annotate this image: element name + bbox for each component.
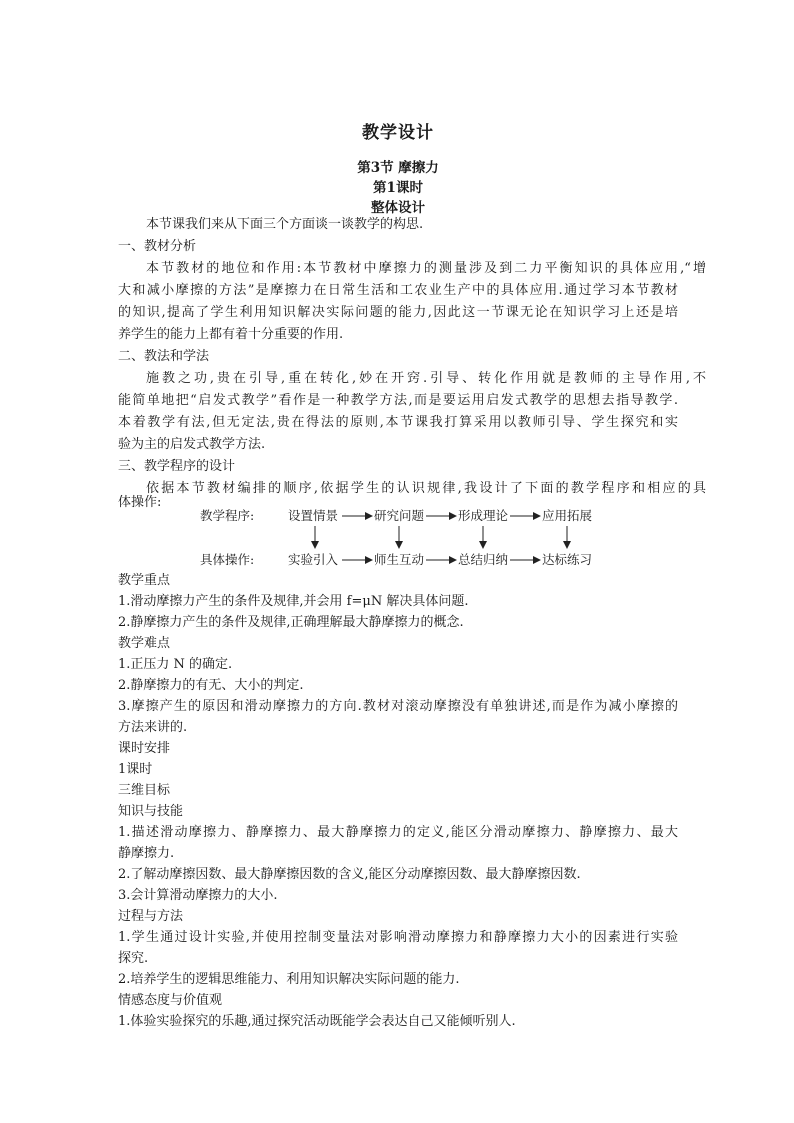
flow-step: 研究问题 — [374, 508, 425, 523]
part-title: 整体设计 — [371, 200, 425, 216]
heading-key-points: 教学重点 — [118, 573, 171, 588]
flow-row-label: 具体操作: — [200, 552, 255, 567]
heading-teaching-procedure: 三、教学程序的设计 — [118, 459, 236, 474]
list-item-continued: 方法来讲的. — [118, 720, 188, 735]
lesson-title: 第1课时 — [373, 180, 423, 196]
flow-step: 应用拓展 — [542, 508, 593, 523]
list-item-continued: 探究. — [118, 951, 149, 966]
paragraph-line: 养学生的能力上都有着十分重要的作用. — [118, 327, 344, 342]
heading-process-method: 过程与方法 — [118, 909, 184, 924]
paragraph-line: 大和减小摩擦的方法”是摩擦力在日常生活和工农业生产中的具体应用.通过学习本节教材 — [118, 283, 678, 298]
heading-schedule: 课时安排 — [118, 741, 171, 756]
section-title: 第3节 摩擦力 — [357, 160, 439, 176]
flow-step: 设置情景 — [288, 508, 339, 523]
heading-attitude-values: 情感态度与价值观 — [118, 993, 223, 1008]
list-item: 1.滑动摩擦力产生的条件及规律,并会用 f=μN 解决具体问题. — [118, 594, 469, 609]
flow-step: 总结归纳 — [458, 552, 509, 567]
list-item: 2.了解动摩擦因数、最大静摩擦因数的含义,能区分动摩擦因数、最大静摩擦因数. — [118, 867, 581, 882]
paragraph-line: 的知识,提高了学生利用知识解决实际问题的能力,因此这一节课无论在知识学习上还是培 — [118, 305, 678, 320]
list-item: 1.体验实验探究的乐趣,通过探究活动既能学会表达自己又能倾听别人. — [118, 1014, 516, 1029]
list-item: 3.会计算滑动摩擦力的大小. — [118, 888, 278, 903]
paragraph-line: 本着教学有法,但无定法,贵在得法的原则,本节课我打算采用以教师引导、学生探究和实 — [118, 415, 678, 430]
paragraph-line: 施教之功,贵在引导,重在转化,妙在开窍.引导、转化作用就是教师的主导作用,不 — [146, 371, 706, 386]
flow-step: 师生互动 — [374, 552, 425, 567]
schedule-value: 1课时 — [118, 762, 153, 777]
list-item: 2.静摩擦力的有无、大小的判定. — [118, 678, 304, 693]
heading-knowledge-skills: 知识与技能 — [118, 804, 184, 819]
procedure-flowchart — [118, 506, 678, 570]
heading-textbook-analysis: 一、教材分析 — [118, 239, 197, 254]
flow-step: 达标练习 — [542, 552, 593, 567]
list-item: 2.培养学生的逻辑思维能力、利用知识解决实际问题的能力. — [118, 972, 460, 987]
heading-difficulties: 教学难点 — [118, 636, 171, 651]
paragraph-line: 验为主的启发式教学方法. — [118, 437, 266, 452]
paragraph-line: 依据本节教材编排的顺序,依据学生的认识规律,我设计了下面的教学程序和相应的具 — [146, 481, 706, 496]
paragraph-line: 体操作: — [118, 495, 162, 510]
list-item: 1.正压力 N 的确定. — [118, 657, 233, 672]
list-item-continued: 静摩擦力. — [118, 846, 175, 861]
paragraph-line: 能简单地把“启发式教学”看作是一种教学方法,而是要运用启发式教学的思想去指导教学. — [118, 393, 678, 408]
heading-three-goals: 三维目标 — [118, 783, 171, 798]
list-item: 3.摩擦产生的原因和滑动摩擦力的方向.教材对滚动摩擦没有单独讲述,而是作为减小摩擦的 — [118, 699, 678, 714]
list-item: 2.静摩擦力产生的条件及规律,正确理解最大静摩擦力的概念. — [118, 615, 464, 630]
flow-step: 形成理论 — [458, 508, 509, 523]
flow-row-label: 教学程序: — [200, 508, 255, 523]
flow-step: 实验引入 — [288, 552, 339, 567]
list-item: 1.描述滑动摩擦力、静摩擦力、最大静摩擦力的定义,能区分滑动摩擦力、静摩擦力、最大 — [118, 825, 678, 840]
intro-paragraph: 本节课我们来从下面三个方面谈一谈教学的构思. — [146, 217, 424, 232]
list-item: 1.学生通过设计实验,并使用控制变量法对影响滑动摩擦力和静摩擦力大小的因素进行实验 — [118, 930, 678, 945]
document-title: 教学设计 — [362, 123, 434, 143]
paragraph-line: 本节教材的地位和作用:本节教材中摩擦力的测量涉及到二力平衡知识的具体应用,“增 — [146, 261, 706, 276]
heading-teaching-method: 二、教法和学法 — [118, 349, 210, 364]
